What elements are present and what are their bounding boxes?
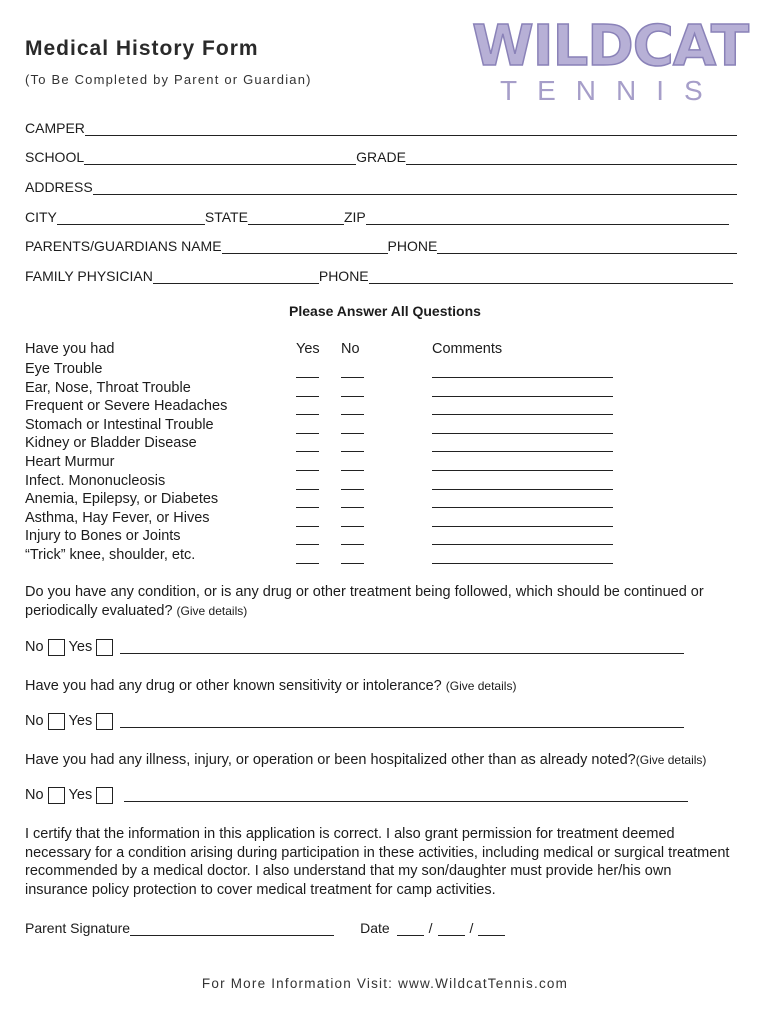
condition-label: Frequent or Severe Headaches [25, 398, 228, 415]
no-checkbox[interactable] [48, 787, 65, 804]
yes-checkbox[interactable] [96, 787, 113, 804]
condition-yes-blank[interactable] [296, 396, 319, 397]
no-checkbox[interactable] [48, 713, 65, 730]
detail-question-1-hint: (Give details) [176, 603, 248, 618]
condition-label: Infect. Mononucleosis [25, 472, 166, 489]
grade-field[interactable] [406, 150, 737, 165]
yes-column-header: Yes [296, 341, 320, 357]
parent-signature-field[interactable] [130, 921, 334, 936]
condition-no-blank[interactable] [341, 563, 364, 564]
yes-label: Yes [68, 713, 93, 729]
date-month-field[interactable] [397, 921, 424, 936]
condition-label: Kidney or Bladder Disease [25, 435, 197, 452]
date-separator: / [469, 920, 474, 936]
comments-column-header: Comments [432, 341, 503, 357]
condition-no-blank[interactable] [341, 377, 364, 378]
physician-phone-field[interactable] [369, 269, 733, 284]
condition-comment-field[interactable] [432, 544, 613, 545]
logo-subtitle: TENNIS [500, 75, 723, 106]
condition-yes-blank[interactable] [296, 414, 319, 415]
have-you-had-label: Have you had [25, 341, 115, 357]
no-label: No [25, 639, 44, 655]
condition-yes-blank[interactable] [296, 526, 319, 527]
school-field[interactable] [84, 150, 356, 165]
physician-phone-label: PHONE [318, 268, 369, 284]
condition-no-blank[interactable] [341, 451, 364, 452]
logo-wordmark: WILDCAT [472, 14, 749, 79]
detail-field-3[interactable] [124, 801, 688, 802]
condition-label: Asthma, Hay Fever, or Hives [25, 509, 210, 526]
detail-field-1[interactable] [120, 653, 684, 654]
physician-field[interactable] [153, 269, 319, 284]
detail-question-2-hint: (Give details) [445, 679, 517, 693]
address-row [25, 177, 737, 195]
condition-comment-field[interactable] [432, 377, 613, 378]
condition-yes-blank[interactable] [296, 507, 319, 508]
no-label: No [25, 713, 44, 729]
yes-checkbox[interactable] [96, 713, 113, 730]
detail-question-1-text: Do you have any condition, or is any drug or other treatment being followed, which should be continued or periodically evaluated? [25, 584, 704, 619]
condition-comment-field[interactable] [432, 396, 613, 397]
condition-no-blank[interactable] [341, 433, 364, 434]
condition-no-blank[interactable] [341, 507, 364, 508]
condition-label: Injury to Bones or Joints [25, 528, 181, 545]
footer-text: For More Information Visit: www.WildcatTennis.com [201, 976, 569, 991]
date-year-field[interactable] [478, 921, 505, 936]
condition-no-blank[interactable] [341, 544, 364, 545]
city-row [25, 207, 729, 225]
page-subtitle: (To Be Completed by Parent or Guardian) [25, 72, 312, 87]
address-field[interactable] [93, 180, 737, 195]
camper-field[interactable] [85, 121, 737, 136]
detail-question-3-hint: (Give details) [635, 753, 707, 767]
condition-comment-field[interactable] [432, 414, 613, 415]
condition-yes-blank[interactable] [296, 489, 319, 490]
parents-name-label: PARENTS/GUARDIANS NAME [25, 238, 222, 254]
condition-label: Ear, Nose, Throat Trouble [25, 379, 191, 396]
condition-label: Eye Trouble [25, 361, 103, 377]
yes-checkbox[interactable] [96, 639, 113, 656]
camper-row [25, 118, 737, 136]
no-checkbox[interactable] [48, 639, 65, 656]
parents-name-field[interactable] [222, 239, 388, 254]
parents-phone-field[interactable] [437, 239, 737, 254]
condition-yes-blank[interactable] [296, 563, 319, 564]
condition-yes-blank[interactable] [296, 470, 319, 471]
camper-label: CAMPER [25, 120, 85, 136]
condition-yes-blank[interactable] [296, 451, 319, 452]
condition-comment-field[interactable] [432, 507, 613, 508]
zip-label: ZIP [343, 209, 366, 225]
signature-row [25, 918, 525, 936]
detail-field-2[interactable] [120, 727, 684, 728]
yes-label: Yes [68, 787, 93, 803]
condition-label: Anemia, Epilepsy, or Diabetes [25, 491, 219, 508]
detail-answer-2 [25, 711, 117, 731]
physician-row [25, 266, 733, 284]
school-label: SCHOOL [25, 149, 85, 165]
date-day-field[interactable] [438, 921, 465, 936]
state-field[interactable] [248, 210, 344, 225]
condition-comment-field[interactable] [432, 526, 613, 527]
condition-no-blank[interactable] [341, 470, 364, 471]
detail-answer-3 [25, 785, 117, 805]
parent-signature-label: Parent Signature [25, 920, 131, 936]
no-column-header: No [341, 341, 360, 357]
condition-comment-field[interactable] [432, 433, 613, 434]
condition-comment-field[interactable] [432, 563, 613, 564]
condition-no-blank[interactable] [341, 526, 364, 527]
page-title: Medical History Form [25, 37, 259, 60]
school-row [25, 147, 737, 165]
detail-question-1 [25, 583, 750, 620]
condition-label: “Trick” knee, shoulder, etc. [25, 547, 196, 563]
physician-label: FAMILY PHYSICIAN [25, 268, 153, 284]
detail-question-2 [25, 677, 750, 696]
zip-field[interactable] [366, 210, 729, 225]
condition-no-blank[interactable] [341, 396, 364, 397]
condition-comment-field[interactable] [432, 451, 613, 452]
parents-row [25, 236, 737, 254]
condition-comment-field[interactable] [432, 470, 613, 471]
condition-yes-blank[interactable] [296, 544, 319, 545]
grade-label: GRADE [356, 149, 406, 165]
date-label: Date [360, 920, 390, 936]
condition-no-blank[interactable] [341, 414, 364, 415]
condition-label: Heart Murmur [25, 454, 115, 470]
condition-comment-field[interactable] [432, 489, 613, 490]
parents-phone-label: PHONE [387, 238, 438, 254]
condition-label: Stomach or Intestinal Trouble [25, 416, 214, 433]
state-label: STATE [204, 209, 248, 225]
questions-heading: Please Answer All Questions [289, 303, 481, 319]
city-field[interactable] [57, 210, 205, 225]
condition-yes-blank[interactable] [296, 433, 319, 434]
condition-yes-blank[interactable] [296, 377, 319, 378]
certification-text: I certify that the information in this application is correct. I also grant permission for treatment deemed necessary for a condition arising during participation in these activities, including medical or surgical treatment recommended by a medical doctor. I also understand that my son/daughter must provide her/his own insurance policy protection to cover medical treatment for camp activities. [25, 826, 730, 898]
date-separator: / [428, 920, 433, 936]
detail-question-2-text: Have you had any drug or other known sensitivity or intolerance? [25, 678, 442, 694]
detail-question-3-text: Have you had any illness, injury, or operation or been hospitalized other than as already noted? [25, 752, 636, 768]
no-label: No [25, 787, 44, 803]
detail-question-3 [25, 751, 765, 770]
yes-label: Yes [68, 639, 93, 655]
detail-answer-1 [25, 637, 117, 657]
city-label: CITY [25, 209, 57, 225]
condition-no-blank[interactable] [341, 489, 364, 490]
address-label: ADDRESS [25, 179, 93, 195]
